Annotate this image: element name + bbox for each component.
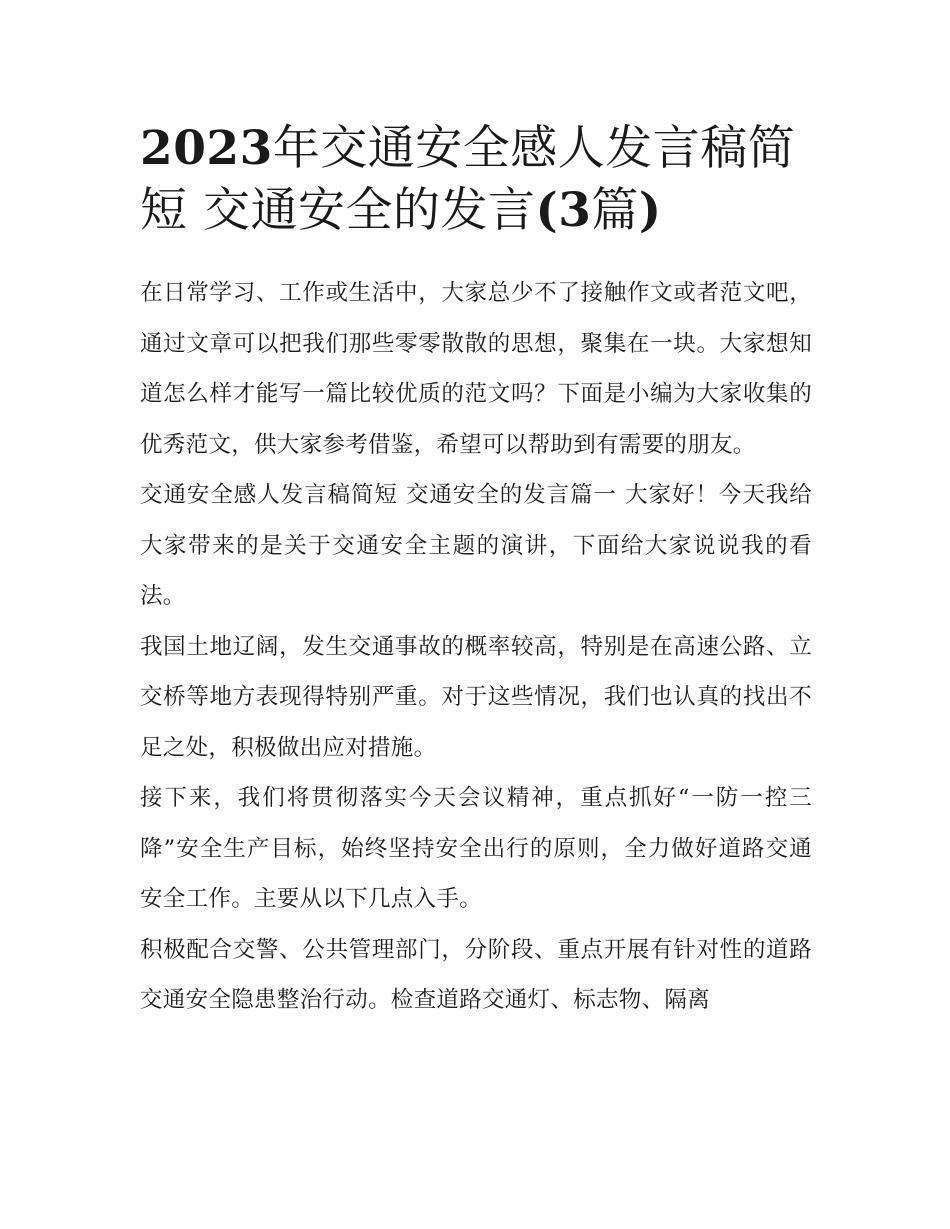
body-paragraph: 积极配合交警、公共管理部门，分阶段、重点开展有针对性的道路交通安全隐患整治行动。检查道路交通灯、标志物、隔离: [140, 936, 812, 1013]
title-text: 年交通安全感人发言稿简短 交通安全的发言: [140, 121, 796, 238]
intro-paragraph: 在日常学习、工作或生活中，大家总少不了接触作文或者范文吧，通过文章可以把我们那些零零散散的思想，聚集在一块。大家想知道怎么样才能写一篇比较优质的范文吗？下面是小编为大家收集的优秀范文，供大家参考借鉴，希望可以帮助到有需要的朋友。: [140, 280, 812, 458]
title-year: 2023: [140, 121, 273, 176]
document-page: [140, 118, 812, 1026]
body-paragraph: 我国土地辽阔，发生交通事故的概率较高，特别是在高速公路、立交桥等地方表现得特别严重。对于这些情况，我们也认真的找出不足之处，积极做出应对措施。: [140, 633, 812, 761]
speech-opening-paragraph: 交通安全感人发言稿简短 交通安全的发言篇一 大家好！今天我给大家带来的是关于交通安全主题的演讲，下面给大家说说我的看法。: [140, 482, 812, 609]
document-title: [140, 118, 812, 242]
title-count-unit: 篇: [591, 183, 639, 238]
title-close-paren: ): [638, 183, 662, 238]
body-paragraph: 接下来，我们将贯彻落实今天会议精神，重点抓好“一防一控三降”安全生产目标，始终坚持安全出行的原则，全力做好道路交通安全工作。主要从以下几点入手。: [140, 785, 812, 912]
title-count: (3: [535, 183, 592, 238]
